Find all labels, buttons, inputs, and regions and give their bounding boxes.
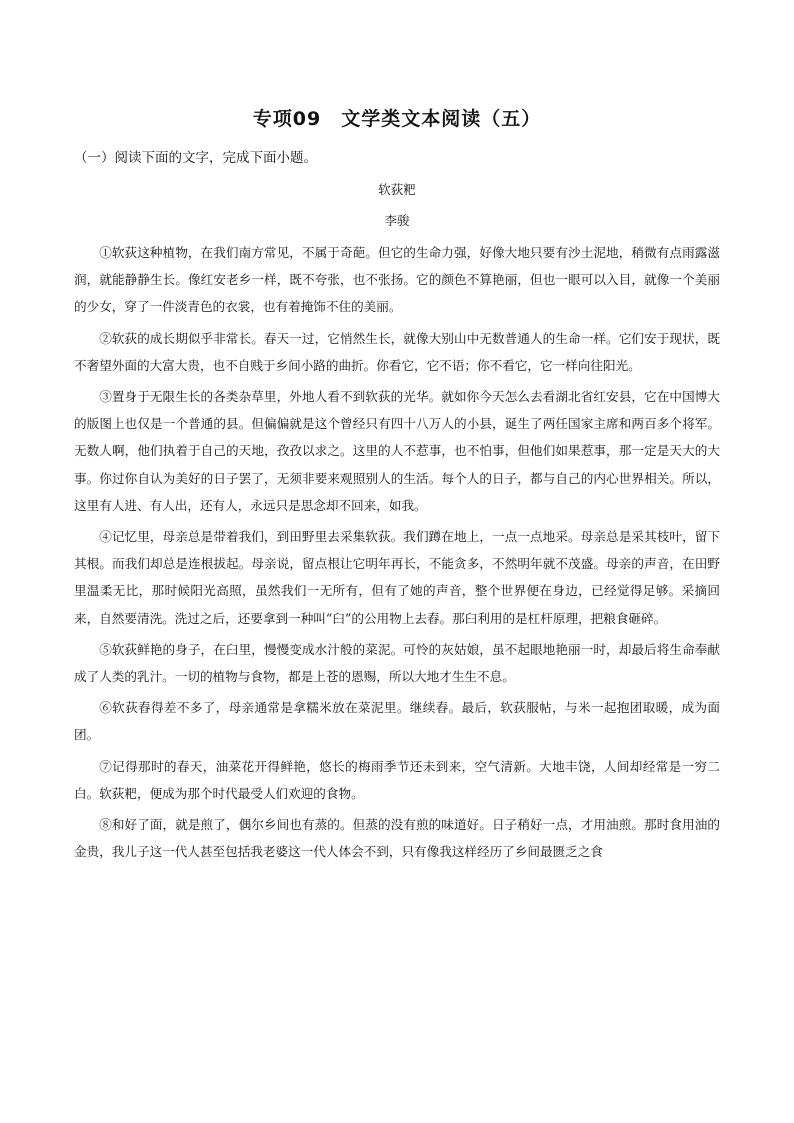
paragraph-1: ①软荻这种植物，在我们南方常见，不属于奇葩。但它的生命力强，好像大地只要有沙土泥地，稍微有点雨露滋润，就能静静生长。像红安老乡一样，既不夸张，也不张扬。它的颜色不算艳丽，但也一眼可以入目，就像一个美丽的少女，穿了一件淡青色的衣裳，也有着掩饰不住的美丽。 bbox=[74, 245, 720, 315]
paragraph-3: ③置身于无限生长的各类杂草里，外地人看不到软荻的光华。就如你今天怎么去看湖北省红安县，它在中国博大的版图上也仅是一个普通的县。但偏偏就是这个曾经只有四十八万人的小县，诞生了两任国家主席和两百多个将军。无数人啊，他们执着于自己的天地，孜孜以求之。这里的人不惹事，也不怕事，但他们如果惹事，那一定是天大的大事。你过你自认为美好的日子罢了，无须非要来观照别人的生活。每个人的日子，都与自己的内心世界相关。所以，这里有人进、有人出，还有人，永远只是思念却不回来，如我。 bbox=[74, 389, 720, 513]
paragraph-2: ②软荻的成长期似乎非常长。春天一过，它悄然生长，就像大别山中无数普通人的生命一样。它们安于现状，既不奢望外面的大富大贵，也不自贱于乡间小路的曲折。你看它，它不语；你不看它，它一样向往阳光。 bbox=[74, 330, 720, 373]
paragraph-7: ⑦记得那时的春天，油菜花开得鲜艳，悠长的梅雨季节还未到来，空气清新。大地丰饶，人间却经常是一穷二白。软荻粑，便成为那个时代最受人们欢迎的食物。 bbox=[74, 758, 720, 801]
question-instruction: （一）阅读下面的文字，完成下面小题。 bbox=[74, 150, 317, 166]
paragraph-8: ⑧和好了面，就是煎了，偶尔乡间也有蒸的。但蒸的没有煎的味道好。日子稍好一点，才用油煎。那时食用油的金贵，我儿子这一代人甚至包括我老婆这一代人体会不到，只有像我这样经历了乡间最匮乏之食 bbox=[74, 817, 720, 860]
page-title: 专项09 文学类文本阅读（五） bbox=[252, 108, 542, 130]
paragraph-4: ④记忆里，母亲总是带着我们，到田野里去采集软荻。我们蹲在地上，一点一点地采。母亲总是采其枝叶，留下其根。而我们却总是连根拔起。母亲说，留点根让它明年再长，不能贪多，不然明年就不茂盛。母亲的声音，在田野里温柔无比，那时候阳光高照，虽然我们一无所有，但有了她的声音，整个世界便在身边，已经觉得足够。采摘回来，自然要清洗。洗过之后，还要拿到一种叫“臼”的公用物上去舂。那臼利用的是杠杆原理，把粮食砸碎。 bbox=[74, 529, 720, 626]
paragraph-6: ⑥软荻舂得差不多了，母亲通常是拿糯米放在菜泥里。继续舂。最后，软荻服帖，与米一起抱团取暖，成为面团。 bbox=[74, 700, 720, 743]
paragraph-5: ⑤软荻鲜艳的身子，在臼里，慢慢变成水汁般的菜泥。可怜的灰姑娘，虽不起眼地艳丽一时，却最后将生命奉献成了人类的乳汁。一切的植物与食物，都是上苍的恩赐，所以大地才生生不息。 bbox=[74, 641, 720, 685]
essay-title: 软荻粑 bbox=[378, 182, 416, 197]
essay-body bbox=[74, 239, 720, 869]
essay-author: 李骏 bbox=[384, 213, 410, 228]
